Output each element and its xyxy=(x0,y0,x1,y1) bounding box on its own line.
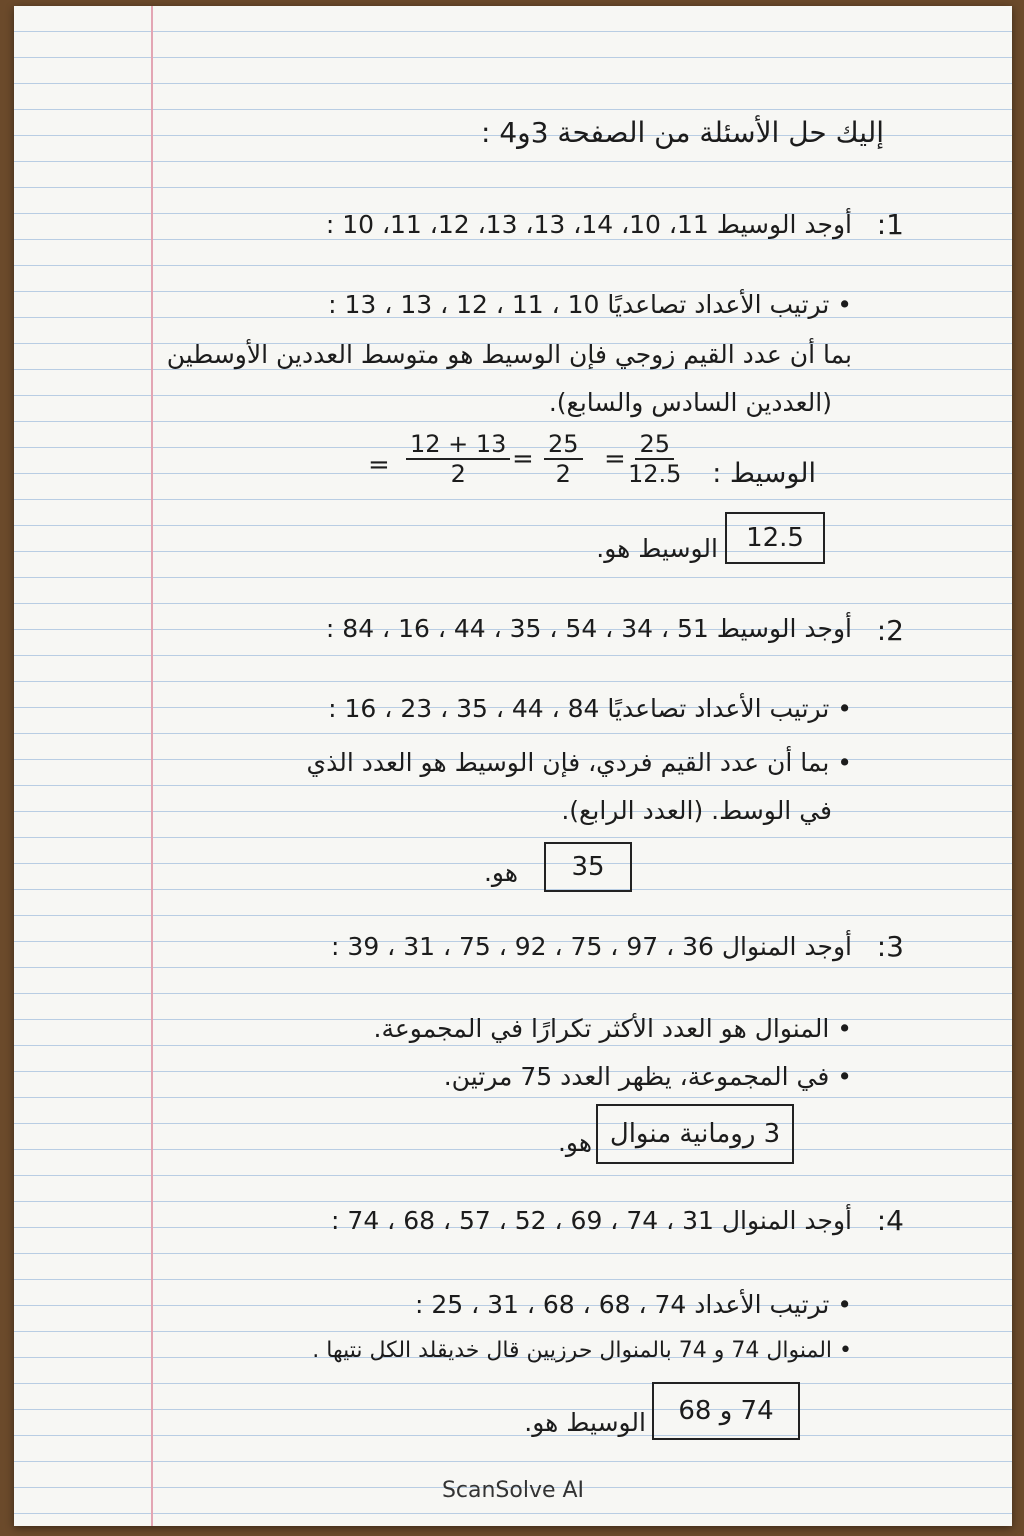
q3-answer-prefix: هو. xyxy=(557,1128,592,1157)
q1-formula-label: الوسيط : xyxy=(712,458,816,489)
q1-answer-box: 12.5 xyxy=(725,512,825,564)
q1-fraction-3-numerator: 25 xyxy=(635,430,674,460)
q1-fraction-3 xyxy=(628,430,681,488)
footer-brand: ScanSolve AI xyxy=(441,1478,585,1503)
q1-fraction-3-denominator: 12.5 xyxy=(628,460,682,488)
equals-sign: = xyxy=(512,444,534,474)
q1-step-explain-cont: (العددين السادس والسابع). xyxy=(548,388,832,417)
q2-prompt: أوجد الوسيط 51 ، 34 ، 54 ، 35 ، 44 ، 16 ، 84 : xyxy=(325,614,852,643)
q1-number: :1 xyxy=(876,208,904,241)
q1-answer-prefix: الوسيط هو. xyxy=(596,534,718,563)
notebook-page xyxy=(14,6,1012,1526)
equals-sign: = xyxy=(604,444,626,474)
q1-fraction-1-numerator: 12 + 13 xyxy=(406,430,510,460)
q2-step-explain-cont: في الوسط. (العدد الرابع). xyxy=(561,796,832,825)
equals-sign: = xyxy=(368,450,390,480)
q1-fraction-1-denominator: 2 xyxy=(450,460,466,488)
q3-prompt: أوجد المنوال 36 ، 97 ، 75 ، 92 ، 75 ، 31 ، 39 : xyxy=(331,932,852,961)
q1-prompt: أوجد الوسيط 11، 10، 14، 13، 13، 12، 11، 10 : xyxy=(325,210,852,239)
q1-fraction-2-numerator: 25 xyxy=(544,430,583,460)
q3-number: :3 xyxy=(876,930,904,963)
q4-answer-prefix: الوسيط هو. xyxy=(524,1408,646,1437)
q3-step-definition: • المنوال هو العدد الأكثر تكرارًا في المجموعة. xyxy=(373,1014,852,1043)
q1-step-sort: • ترتيب الأعداد تصاعديًا 10 ، 11 ، 12 ، 13 ، 13 : xyxy=(328,290,852,319)
q1-fraction-2-denominator: 2 xyxy=(555,460,571,488)
q2-step-sort: • ترتيب الأعداد تصاعديًا 84 ، 44 ، 35 ، 23 ، 16 : xyxy=(328,694,852,723)
q4-prompt: أوجد المنوال 31 ، 74 ، 69 ، 52 ، 57 ، 68 ، 74 : xyxy=(331,1206,852,1235)
q4-step-explain: • المنوال 74 و 74 بالمنوال حرزيين قال خديقلد الكل نتيها . xyxy=(312,1338,852,1363)
q1-fraction-2 xyxy=(544,430,583,488)
q4-answer-box: 74 و 68 xyxy=(652,1382,800,1440)
q2-step-explain: • بما أن عدد القيم فردي، فإن الوسيط هو العدد الذي xyxy=(306,748,852,777)
q2-answer-box: 35 xyxy=(544,842,632,892)
q1-fraction-1 xyxy=(406,430,510,488)
q2-answer-prefix: هو. xyxy=(483,858,518,887)
q1-step-explain: بما أن عدد القيم زوجي فإن الوسيط هو متوسط العددين الأوسطين xyxy=(166,340,852,369)
page-title: إليك حل الأسئلة من الصفحة 3و4 : xyxy=(481,116,884,149)
margin-line xyxy=(151,6,153,1526)
q2-number: :2 xyxy=(876,614,904,647)
q4-number: :4 xyxy=(876,1204,904,1237)
q3-answer-box: 3 رومانية منوال xyxy=(596,1104,794,1164)
q4-step-sort: • ترتيب الأعداد 74 ، 68 ، 68 ، 31 ، 25 : xyxy=(414,1290,852,1319)
q3-step-explain: • في المجموعة، يظهر العدد 75 مرتين. xyxy=(443,1062,852,1091)
